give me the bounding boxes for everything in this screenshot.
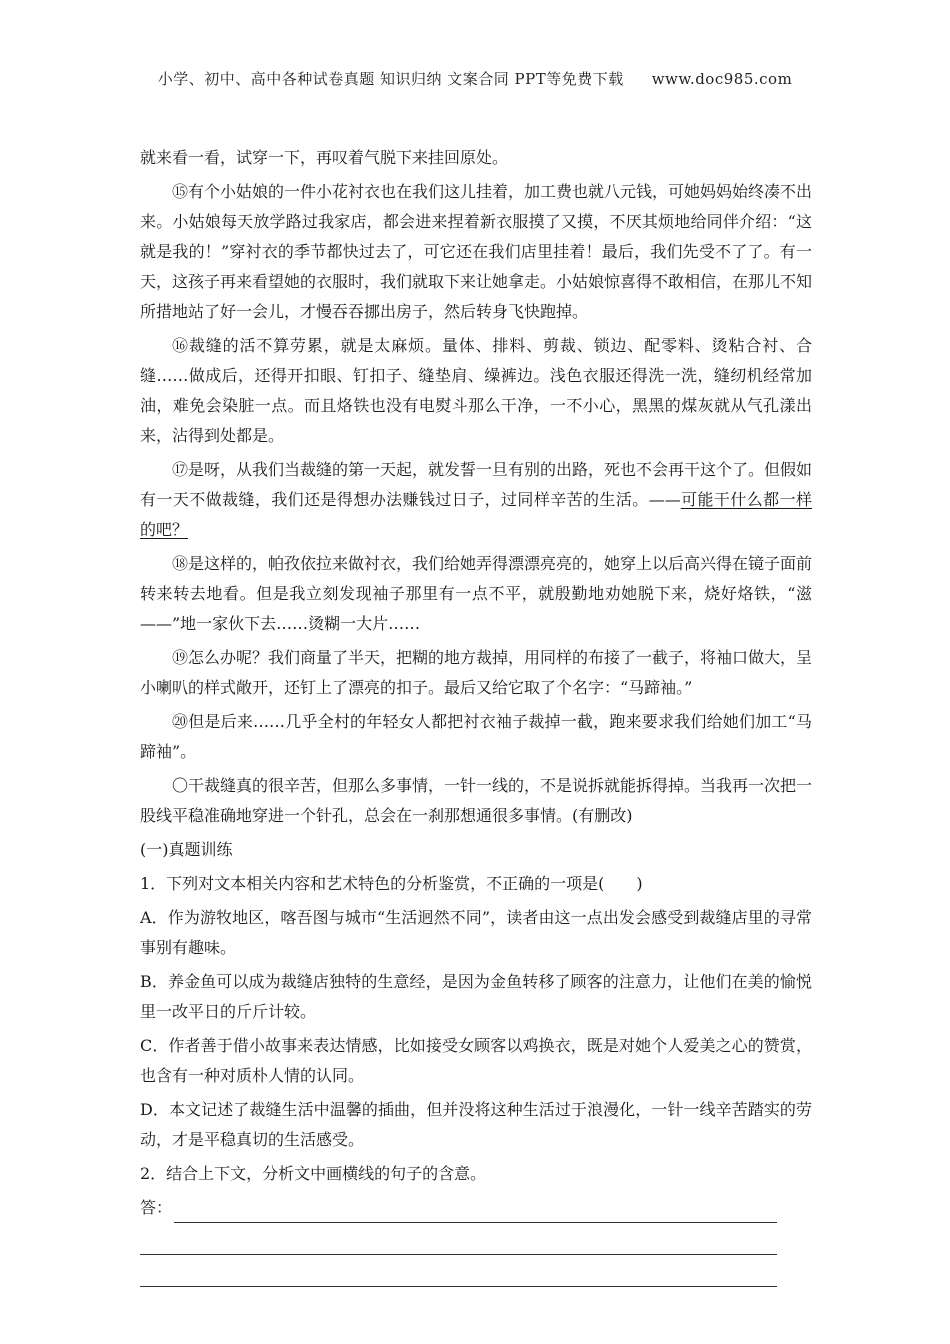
answer-label: 答： <box>140 1198 173 1217</box>
paragraph-17 <box>140 455 812 545</box>
question-1-option-c: C．作者善于借小故事来表达情感，比如接受女顾客以鸡换衣，既是对她个人爱美之心的赞赏，也含有一种对质朴人情的认同。 <box>140 1036 812 1085</box>
section-title: (一)真题训练 <box>140 840 233 859</box>
answer-line-2[interactable] <box>140 1223 812 1255</box>
paragraph-17-text: ⑰是呀，从我们当裁缝的第一天起，就发誓一旦有别的出路，死也不会再干这个了。但假如有一天不做裁缝，我们还是得想办法赚钱过日子，过同样辛苦的生活。—— <box>140 460 813 509</box>
paragraph-19: ⑲怎么办呢？我们商量了半天，把糊的地方裁掉，用同样的布接了一截子，将袖口做大，呈小喇叭的样式敞开，还钉上了漂亮的扣子。最后又给它取了个名字：“马蹄袖。” <box>140 648 813 697</box>
header-title: 小学、初中、高中各种试卷真题 知识归纳 文案合同 PPT等免费下载 <box>157 70 624 88</box>
question-2-stem: 2．结合上下文，分析文中画横线的句子的含意。 <box>140 1164 487 1183</box>
question-1-option-d: D．本文记述了裁缝生活中温馨的插曲，但并没将这种生活过于浪漫化，一针一线辛苦踏实的劳动，才是平稳真切的生活感受。 <box>140 1100 812 1149</box>
paragraph-20: ⑳但是后来……几乎全村的年轻女人都把衬衣袖子裁掉一截，跑来要求我们给她们加工“马蹄袖”。 <box>140 712 812 761</box>
page-header <box>0 68 950 89</box>
paragraph-16: ⑯裁缝的活不算劳累，就是太麻烦。量体、排料、剪裁、锁边、配零料、烫粘合衬、合缝……做成后，还得开扣眼、钉扣子、缝垫肩、缲裤边。浅色衣服还得洗一洗，缝纫机经常加油，难免会染脏一点。而且烙铁也没有电熨斗那么干净，一不小心，黑黑的煤灰就从气孔漾出来，沾得到处都是。 <box>140 336 812 445</box>
paragraph-21: 〇干裁缝真的很辛苦，但那么多事情，一针一线的，不是说拆就能拆得掉。当我再一次把一股线平稳准确地穿进一个针孔，总会在一刹那想通很多事情。(有删改) <box>140 776 813 825</box>
question-1-stem: 1．下列对文本相关内容和艺术特色的分析鉴赏，不正确的一项是( ) <box>140 874 643 893</box>
answer-blank[interactable] <box>140 1268 777 1287</box>
passage-continuation: 就来看一看，试穿一下，再叹着气脱下来挂回原处。 <box>140 148 509 167</box>
document-body <box>140 143 812 1287</box>
paragraph-15: ⑮有个小姑娘的一件小花衬衣也在我们这儿挂着，加工费也就八元钱，可她妈妈始终凑不出来。小姑娘每天放学路过我家店，都会进来捏着新衣服摸了又摸，不厌其烦地给同伴介绍：“这就是我的！”穿衬衣的季节都快过去了，可它还在我们店里挂着！最后，我们先受不了了。有一天，这孩子再来看望她的衣服时，我们就取下来让她拿走。小姑娘惊喜得不敢相信，在那儿不知所措地站了好一会儿，才慢吞吞挪出房子，然后转身飞快跑掉。 <box>140 182 813 321</box>
underlined-sentence: 可能干什么都一样的吧？ <box>140 490 812 539</box>
question-1-option-a: A．作为游牧地区，喀吾图与城市“生活迥然不同”，读者由这一点出发会感受到裁缝店里的寻常事别有趣味。 <box>140 908 812 957</box>
answer-blank[interactable] <box>174 1204 777 1223</box>
paragraph-18: ⑱是这样的，帕孜依拉来做衬衣，我们给她弄得漂漂亮亮的，她穿上以后高兴得在镜子面前转来转去地看。但是我立刻发现袖子那里有一点不平，就殷勤地劝她脱下来，烧好烙铁，“滋——”地一家伙下去……烫糊一大片…… <box>140 554 813 633</box>
question-1-option-b: B．养金鱼可以成为裁缝店独特的生意经，是因为金鱼转移了顾客的注意力，让他们在美的愉悦里一改平日的斤斤计较。 <box>140 972 812 1021</box>
answer-line-1[interactable] <box>140 1193 812 1223</box>
answer-blank[interactable] <box>140 1236 777 1255</box>
header-url[interactable]: www.doc985.com <box>651 70 793 88</box>
answer-line-3[interactable] <box>140 1255 812 1287</box>
